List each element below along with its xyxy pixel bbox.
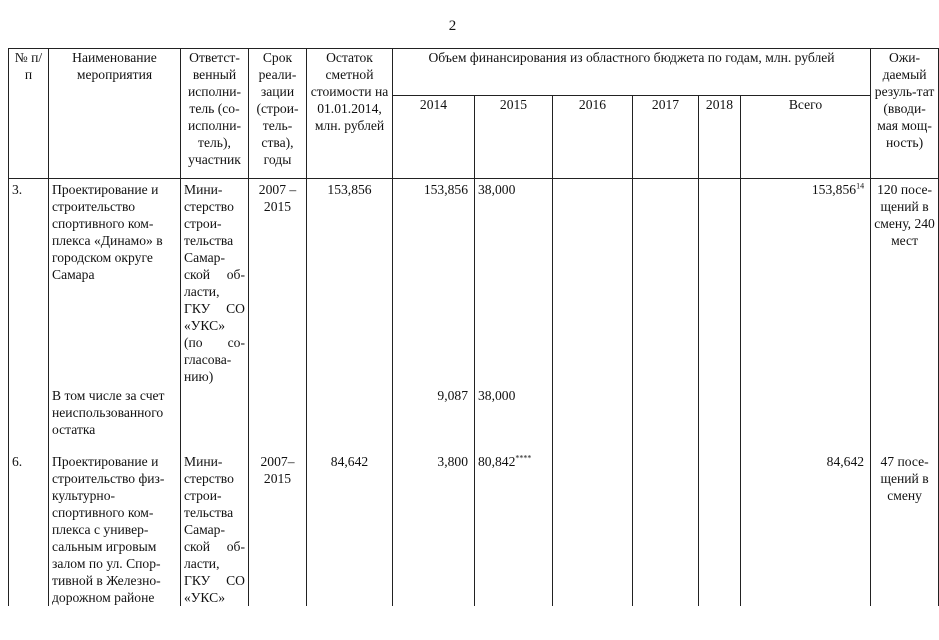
row-y2015-value: 80,842 xyxy=(478,454,516,469)
row-num xyxy=(9,387,49,453)
row-y2016 xyxy=(553,387,633,453)
table-row xyxy=(9,387,939,453)
header-responsible: Ответст-венный исполни-тель (со-исполни-тель), участник xyxy=(181,49,249,179)
row-y2018 xyxy=(699,453,741,606)
row-y2016 xyxy=(553,179,633,388)
row-num: 3. xyxy=(9,179,49,388)
header-num: № п/п xyxy=(9,49,49,179)
header-result: Ожи-даемый резуль-тат (вводи-мая мощ-ность) xyxy=(871,49,939,179)
row-result: 47 посе-щений в смену xyxy=(871,453,939,606)
row-y2017 xyxy=(633,387,699,453)
row-total: 84,642 xyxy=(741,453,871,606)
header-year-2017: 2017 xyxy=(633,96,699,179)
header-year-2018: 2018 xyxy=(699,96,741,179)
header-funding: Объем финансирования из областного бюджета по годам, млн. рублей xyxy=(393,49,871,96)
header-year-2015: 2015 xyxy=(475,96,553,179)
row-num: 6. xyxy=(9,453,49,606)
table-row xyxy=(9,453,939,606)
header-year-2016: 2016 xyxy=(553,96,633,179)
row-balance: 84,642 xyxy=(307,453,393,606)
table-row xyxy=(9,179,939,388)
row-responsible: Мини-стерство строи-тельства Самар-ской об-ласти, ГКУ СО «УКС» xyxy=(181,453,249,606)
row-balance xyxy=(307,387,393,453)
header-term: Срок реали-зации (строи-тель-ства), годы xyxy=(249,49,307,179)
row-y2015 xyxy=(475,453,553,606)
row-y2018 xyxy=(699,179,741,388)
row-name: Проектирование и строительство физ-культурно-спортивного ком-плекса с универ-сальным игровым залом по ул. Спор-тивной в Железно-дорожном районе xyxy=(49,453,181,606)
financing-table xyxy=(8,48,939,606)
row-y2015-footnote: **** xyxy=(515,453,532,463)
row-total xyxy=(741,387,871,453)
row-y2016 xyxy=(553,453,633,606)
header-name: Наименование мероприятия xyxy=(49,49,181,179)
page-number: 2 xyxy=(448,18,457,34)
header-total: Всего xyxy=(741,96,871,179)
row-y2014: 3,800 xyxy=(393,453,475,606)
row-result xyxy=(871,387,939,453)
row-y2017 xyxy=(633,453,699,606)
row-name: В том числе за счет неиспользованного остатка xyxy=(49,387,181,453)
row-term: 2007– 2015 xyxy=(249,453,307,606)
row-y2015: 38,000 xyxy=(475,387,553,453)
row-name: Проектирование и строительство спортивного ком-плекса «Динамо» в городском округе Самара xyxy=(49,179,181,388)
header-balance: Остаток сметной стоимости на 01.01.2014, млн. рублей xyxy=(307,49,393,179)
row-y2014: 153,856 xyxy=(393,179,475,388)
row-total-value: 153,856 xyxy=(811,182,857,197)
row-total xyxy=(741,179,871,388)
row-term xyxy=(249,387,307,453)
row-responsible xyxy=(181,387,249,453)
row-y2018 xyxy=(699,387,741,453)
row-total-footnote: 14 xyxy=(856,181,865,191)
row-term: 2007 – 2015 xyxy=(249,179,307,388)
row-y2014: 9,087 xyxy=(393,387,475,453)
header-year-2014: 2014 xyxy=(393,96,475,179)
row-result: 120 посе-щений в смену, 240 мест xyxy=(871,179,939,388)
row-y2015: 38,000 xyxy=(475,179,553,388)
header-row xyxy=(9,49,939,96)
row-y2017 xyxy=(633,179,699,388)
row-responsible: Мини-стерство строи-тельства Самар-ской об-ласти, ГКУ СО «УКС» (по со-гласова-нию) xyxy=(181,179,249,388)
row-balance: 153,856 xyxy=(307,179,393,388)
